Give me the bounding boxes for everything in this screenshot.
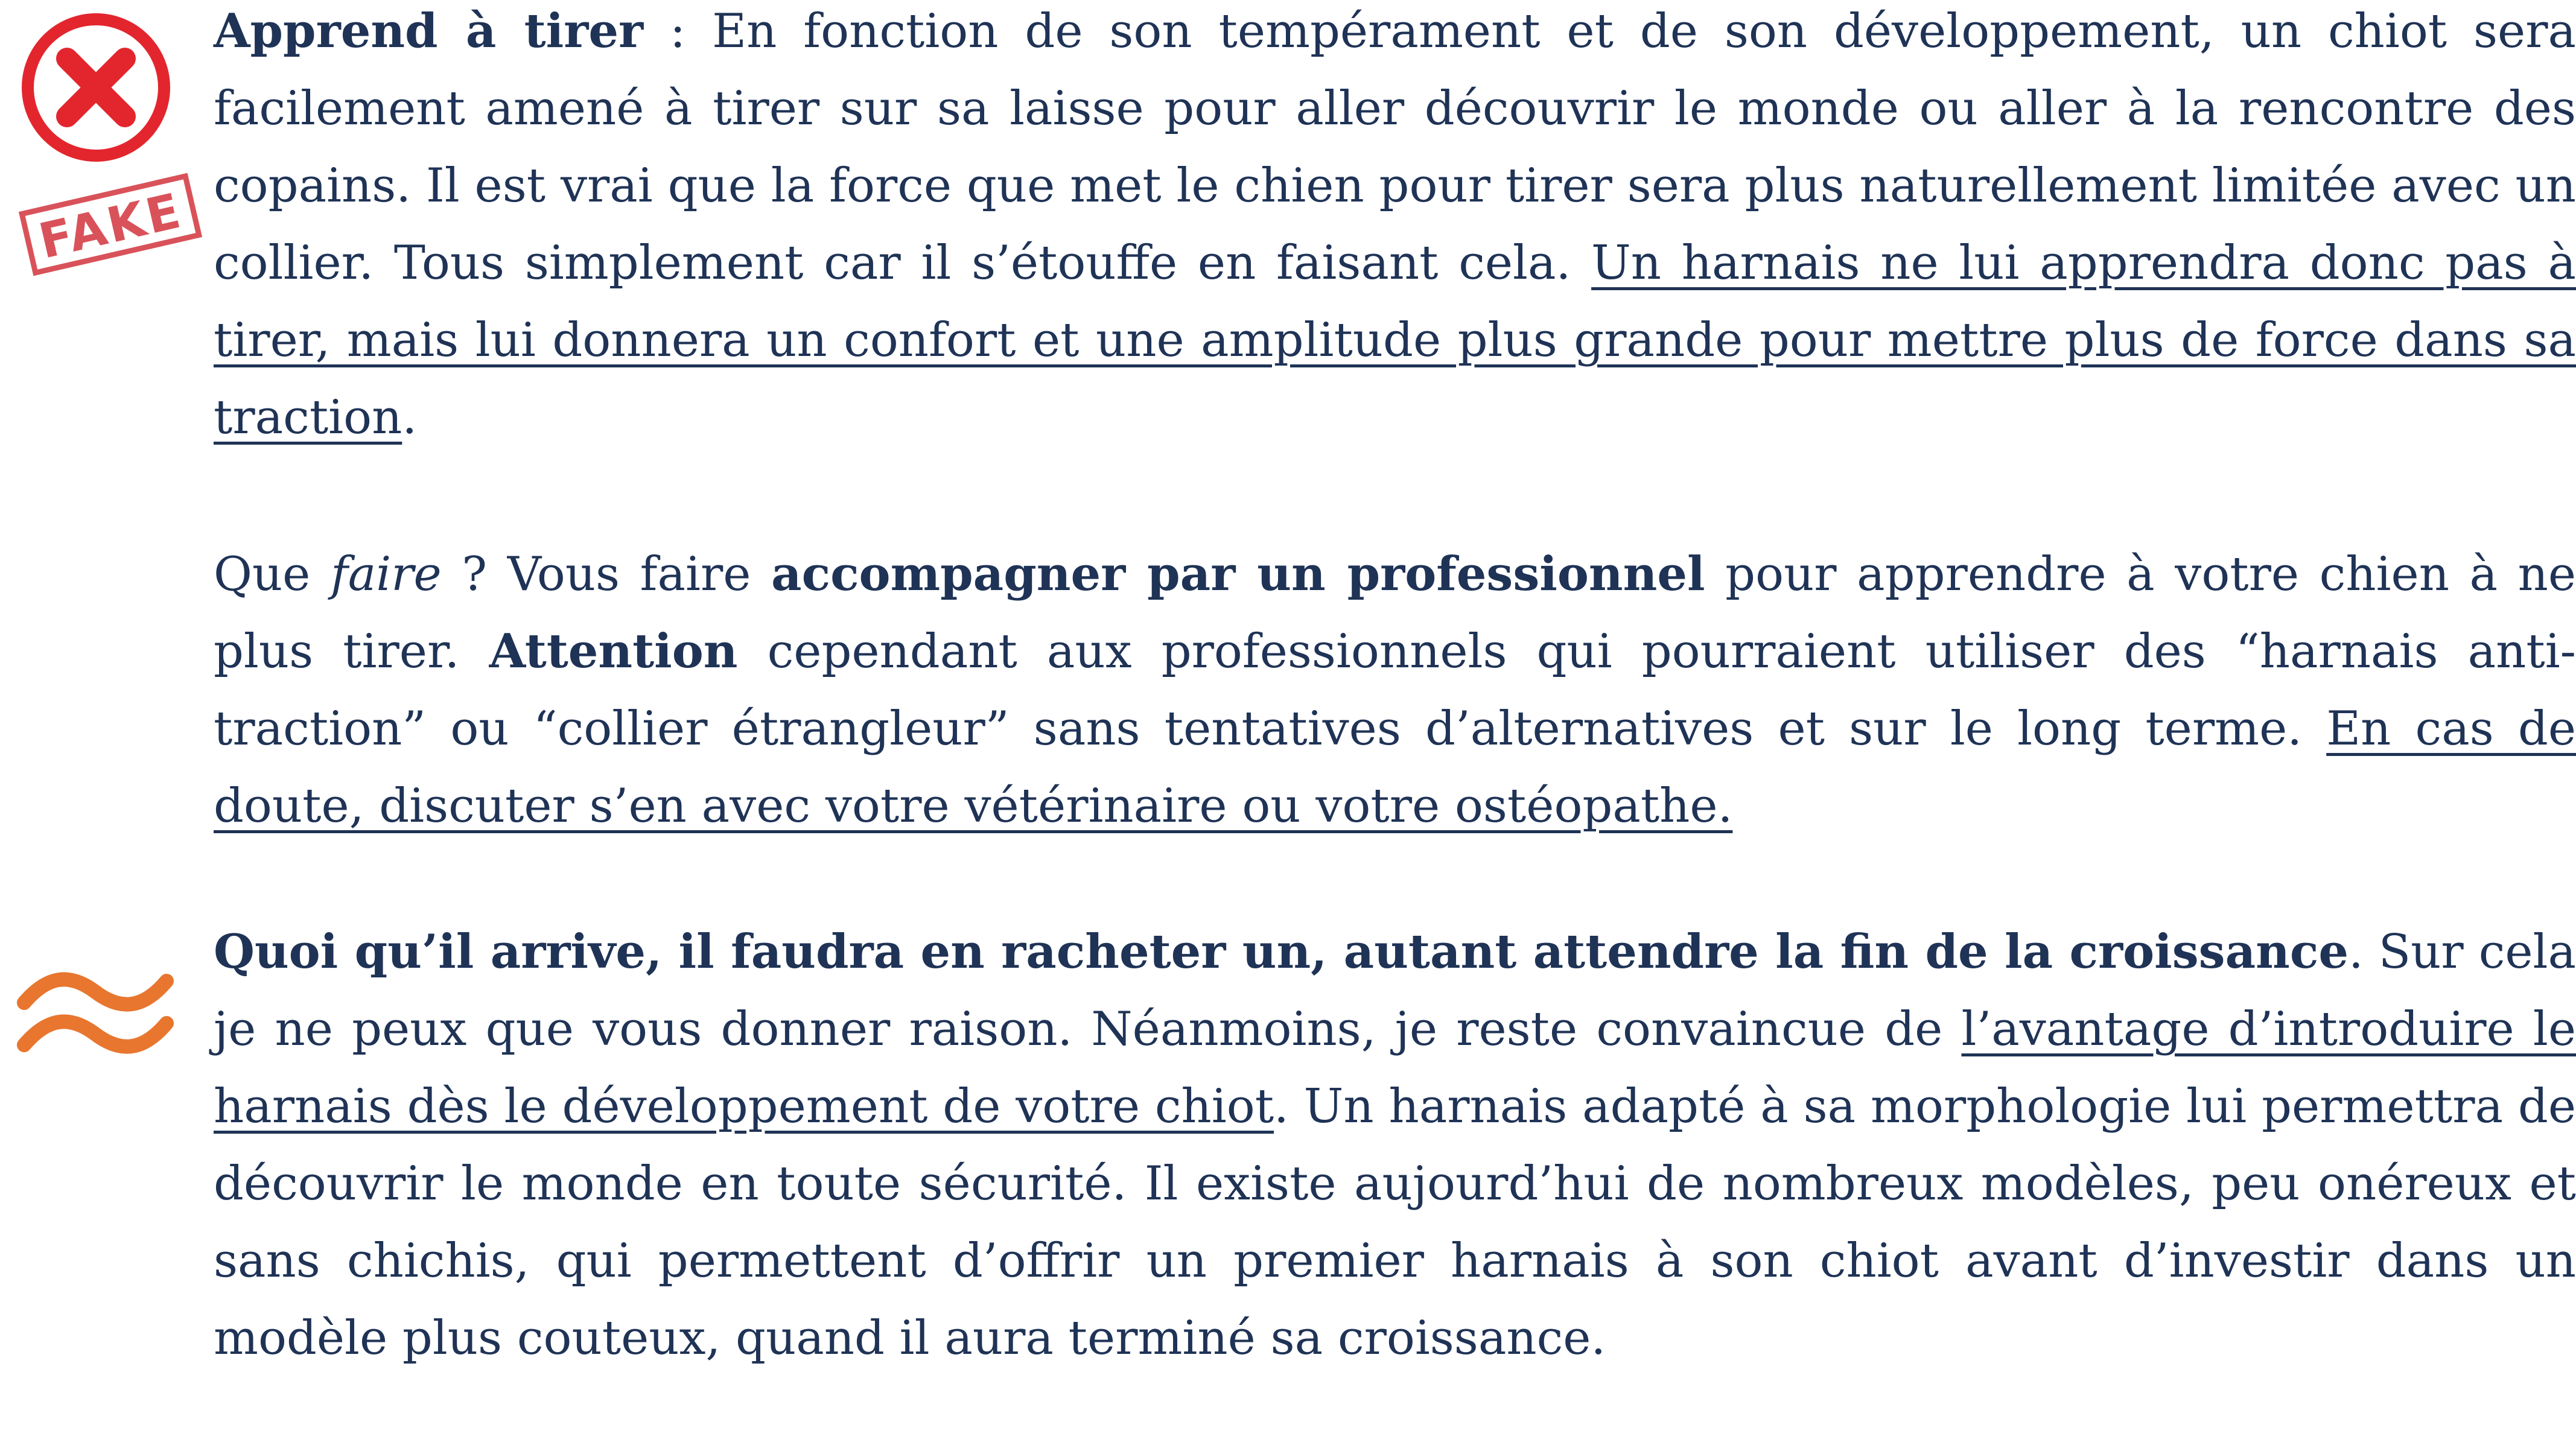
paragraph-body: cependant aux professionnels qui pourraient utiliser des “harnais anti-traction” ou “collier étrangleur” sans tentatives d’alternatives et sur le long terme. xyxy=(214,624,2576,756)
approx-icon xyxy=(16,965,175,1068)
fake-stamp-text: FAKE xyxy=(34,182,188,270)
paragraph-text xyxy=(214,0,2576,456)
paragraph-heading: Quoi qu’il arrive, il faudra en racheter un, autant attendre la fin de la croissance xyxy=(214,924,2349,979)
paragraph-buy-again xyxy=(214,913,2576,1377)
fake-stamp-icon xyxy=(5,158,216,291)
underlined-statement: Un harnais ne lui apprendra donc pas à tirer, mais lui donnera un confort et une amplitude plus grande pour mettre plus de force dans sa traction xyxy=(214,236,2576,445)
paragraph-body: . Un harnais adapté à sa morphologie lui permettra de découvrir le monde en toute sécurité. Il existe aujourd’hui de nombreux modèles, peu onéreux et sans chichis, qui permettent d’offrir un premier harnais à son chiot avant d’investir dans un modèle plus couteux, quand il aura terminé sa croissance. xyxy=(214,1079,2576,1365)
paragraph-text xyxy=(214,536,2576,845)
bold-warning: Attention xyxy=(489,624,738,679)
paragraph-body: ? Vous faire xyxy=(441,547,772,602)
underlined-statement: En cas de doute, discuter s’en avec votre vétérinaire ou votre ostéopathe. xyxy=(214,702,2576,833)
paragraph-text xyxy=(214,913,2576,1377)
x-circle-icon xyxy=(17,8,175,167)
underlined-statement: l’avantage d’introduire le harnais dès le développement de votre chiot xyxy=(214,1002,2576,1134)
paragraph-learn-to-pull xyxy=(214,0,2576,456)
paragraph-body: pour apprendre à votre chien à ne plus tirer. xyxy=(214,547,2576,679)
paragraph-body: . Sur cela je ne peux que vous donner raison. Néanmoins, je reste convaincue de xyxy=(214,925,2576,1056)
paragraph-what-to-do xyxy=(214,536,2576,845)
paragraph-body-end: . xyxy=(402,390,418,445)
paragraph-heading: Apprend à tirer xyxy=(214,4,644,59)
bold-phrase: accompagner par un professionnel xyxy=(771,547,1705,602)
paragraph-body: : En fonction de son tempérament et de son développement, un chiot sera facilement amené à tirer sur sa laisse pour aller découvrir le monde ou aller à la rencontre des copains. Il est vrai que la force que met le chien pour tirer sera plus naturellement limitée avec un collier. Tous simplement car il s’étouffe en faisant cela. xyxy=(214,4,2576,290)
paragraph-body: Que xyxy=(214,547,331,602)
italic-word: faire xyxy=(330,547,442,602)
